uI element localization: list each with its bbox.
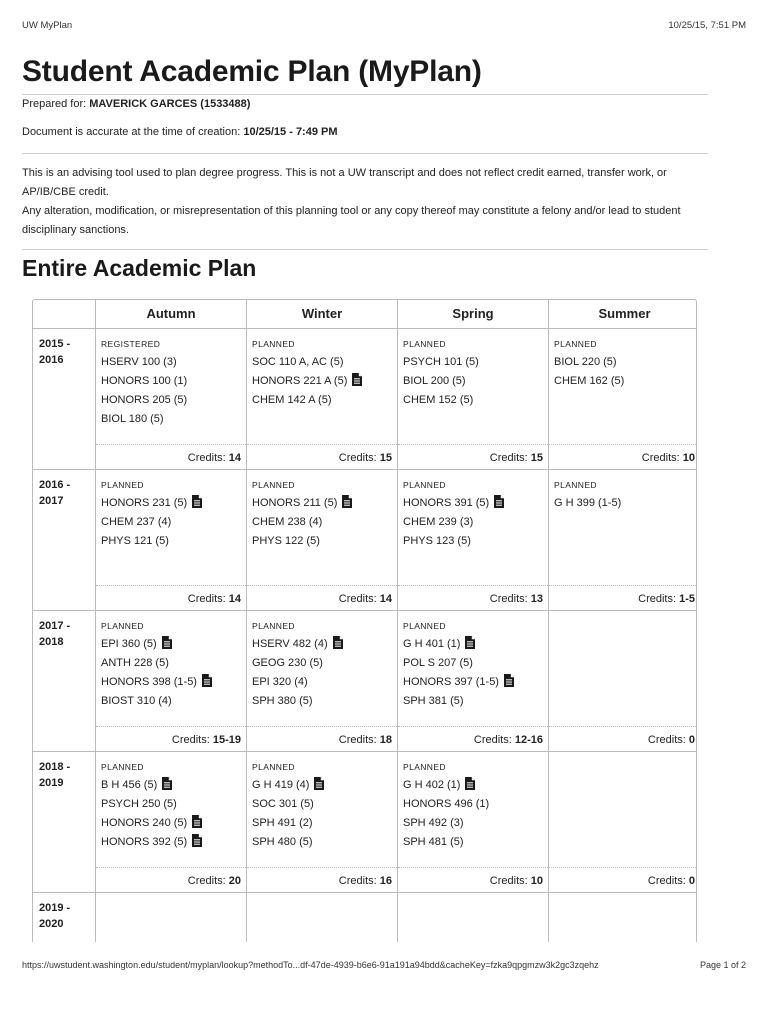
credits-value: 14 [379,593,392,605]
course-name: PHYS 123 (5) [403,535,471,547]
credits-label: Credits: [647,875,686,887]
course-item [101,692,242,711]
course-item [101,410,242,429]
quarter-credits [247,585,397,610]
plan-year-row [33,329,696,470]
accuracy-label: Document is accurate at the time of creation: [22,126,241,138]
academic-year-end: 2020 [39,918,64,930]
course-item [252,673,393,692]
course-item [252,372,393,391]
quarter-credits [247,867,397,892]
course-item [101,353,242,372]
course-item [403,513,544,532]
course-name: HONORS 397 (1-5) [403,676,499,688]
quarter-status: PLANNED [252,339,295,349]
credits-label: Credits: [338,734,377,746]
disclaimer-paragraph-1: This is an advising tool used to plan degree progress. This is not a UW transcript and does not reflect credit earned, transfer work, or AP/IB/CBE credit. [22,167,667,198]
academic-year-label [33,611,96,751]
course-item [554,353,696,372]
course-item [252,795,393,814]
document-note-icon[interactable] [465,777,475,790]
quarter-status: PLANNED [403,339,446,349]
document-note-icon[interactable] [494,495,504,508]
quarter-cell-autumn [96,611,247,751]
course-list [101,776,242,852]
document-note-icon[interactable] [504,674,514,687]
print-header [22,20,746,34]
disclaimer [22,164,712,240]
page-number: Page 1 of 2 [699,960,746,970]
quarter-cell-summer [549,752,697,892]
course-name: GEOG 230 (5) [252,657,323,669]
course-item [554,494,696,513]
quarter-status: PLANNED [252,621,295,631]
course-name: CHEM 142 A (5) [252,394,332,406]
course-item [252,494,393,513]
credits-label: Credits: [473,734,512,746]
quarter-cell-spring [398,329,549,469]
course-item [252,654,393,673]
quarter-credits [96,867,246,892]
course-item [252,532,393,551]
credits-label: Credits: [489,875,528,887]
quarter-cell-spring [398,611,549,751]
course-name: PSYCH 101 (5) [403,356,479,368]
academic-year-end: 2016 [39,354,64,366]
quarter-credits [96,444,246,469]
credits-label: Credits: [171,734,210,746]
quarter-status: PLANNED [403,621,446,631]
quarter-status: PLANNED [403,480,446,490]
course-name: CHEM 152 (5) [403,394,474,406]
course-name: HONORS 100 (1) [101,375,188,387]
course-name: CHEM 238 (4) [252,516,323,528]
credits-label: Credits: [338,593,377,605]
course-item [252,513,393,532]
course-name: SPH 492 (3) [403,817,464,829]
course-name: SOC 110 A, AC (5) [252,356,344,368]
academic-year-label [33,752,96,892]
course-item [403,532,544,551]
quarter-credits [398,585,548,610]
course-list [403,494,544,551]
course-name: EPI 360 (5) [101,638,157,650]
document-note-icon[interactable] [162,636,172,649]
document-note-icon[interactable] [465,636,475,649]
accuracy-note [22,126,338,138]
quarter-cell-autumn [96,470,247,610]
plan-year-row [33,470,696,611]
course-list [252,353,393,410]
course-name: ANTH 228 (5) [101,657,169,669]
course-name: BIOL 200 (5) [403,375,466,387]
quarter-cell-autumn [96,329,247,469]
academic-year-start: 2017 - [39,620,71,632]
accuracy-value: 10/25/15 - 7:49 PM [243,126,338,138]
course-item [101,372,242,391]
year-header-cell [33,300,96,328]
course-list [554,353,696,391]
course-name: CHEM 162 (5) [554,375,625,387]
quarter-cell-summer [549,470,697,610]
academic-year-start: 2015 - [39,338,71,350]
course-list [252,776,393,852]
course-name: PSYCH 250 (5) [101,798,177,810]
credits-label: Credits: [638,593,677,605]
quarter-header-spring: Spring [398,300,549,328]
course-name: BIOL 180 (5) [101,413,164,425]
credits-label: Credits: [187,452,226,464]
course-name: SPH 481 (5) [403,836,464,848]
section-title: Entire Academic Plan [22,255,257,281]
quarter-cell-autumn [96,752,247,892]
page-title: Student Academic Plan (MyPlan) [22,55,482,88]
quarter-status: PLANNED [252,480,295,490]
quarter-credits [398,867,548,892]
credits-value: 1-5 [679,593,695,605]
quarter-credits [398,726,548,751]
academic-year-label [33,329,96,469]
credits-value: 10 [682,452,695,464]
quarter-credits [96,726,246,751]
course-name: G H 401 (1) [403,638,461,650]
course-list [554,494,696,513]
course-list [403,776,544,852]
credits-value: 15-19 [212,734,241,746]
course-name: SOC 301 (5) [252,798,314,810]
credits-value: 18 [379,734,392,746]
course-name: SPH 491 (2) [252,817,313,829]
course-name: HONORS 391 (5) [403,497,490,509]
credits-label: Credits: [338,875,377,887]
course-name: PHYS 121 (5) [101,535,169,547]
course-list [101,635,242,711]
course-name: HONORS 231 (5) [101,497,188,509]
plan-header-row [33,300,696,329]
credits-label: Credits: [489,452,528,464]
print-header-timestamp: 10/25/15, 7:51 PM [668,20,746,31]
course-item [252,814,393,833]
academic-year-end: 2017 [39,495,64,507]
course-item [101,513,242,532]
credits-value: 20 [228,875,241,887]
course-item [403,814,544,833]
course-list [403,353,544,410]
course-name: G H 399 (1-5) [554,497,622,509]
credits-value: 0 [688,875,695,887]
course-name: HONORS 496 (1) [403,798,490,810]
course-name: HONORS 398 (1-5) [101,676,197,688]
course-name: SPH 381 (5) [403,695,464,707]
quarter-cell-spring [398,752,549,892]
disclaimer-divider [22,249,708,250]
credits-value: 0 [688,734,695,746]
course-name: CHEM 237 (4) [101,516,172,528]
credits-label: Credits: [641,452,680,464]
course-name: POL S 207 (5) [403,657,473,669]
quarter-cell-spring [398,893,549,942]
quarter-cell-winter [247,752,398,892]
quarter-status: PLANNED [554,480,597,490]
course-item [101,673,242,692]
title-divider [22,94,708,95]
credits-label: Credits: [187,593,226,605]
document-note-icon[interactable] [333,636,343,649]
course-list [101,353,242,429]
academic-year-end: 2019 [39,777,64,789]
prepared-for-value: MAVERICK GARCES (1533488) [89,98,251,110]
course-item [101,795,242,814]
credits-value: 14 [228,593,241,605]
academic-year-start: 2016 - [39,479,71,491]
quarter-cell-summer [549,893,697,942]
course-name: HSERV 482 (4) [252,638,328,650]
document-note-icon[interactable] [352,373,362,386]
course-item [403,635,544,654]
quarter-credits [247,726,397,751]
course-name: G H 402 (1) [403,779,461,791]
quarter-credits [247,444,397,469]
page-url: https://uwstudent.washington.edu/student/myplan/lookup?methodTo...df-47de-4939-b6e6-91a191a94bdd&cacheKey=fzka9qpgmzw3k2gc3zqehz [22,960,599,970]
course-item [101,776,242,795]
academic-year-start: 2019 - [39,902,71,914]
quarter-credits [398,444,548,469]
course-name: HONORS 392 (5) [101,836,188,848]
document-note-icon[interactable] [314,777,324,790]
credits-value: 13 [530,593,543,605]
quarter-credits [549,726,697,751]
course-item [403,494,544,513]
disclaimer-paragraph-2: Any alteration, modification, or misrepresentation of this planning tool or any copy thereof may constitute a felony and/or lead to student disciplinary sanctions. [22,205,681,236]
quarter-credits [549,585,697,610]
quarter-status: PLANNED [101,480,144,490]
plan-year-row [33,893,696,942]
quarter-credits [549,444,697,469]
plan-year-row [33,611,696,752]
course-name: HONORS 240 (5) [101,817,188,829]
document-note-icon[interactable] [192,834,202,847]
meta-divider [22,153,708,154]
course-list [252,635,393,711]
course-item [101,814,242,833]
course-item [403,391,544,410]
quarter-cell-winter [247,470,398,610]
course-item [252,776,393,795]
credits-label: Credits: [338,452,377,464]
course-list [252,494,393,551]
course-name: SPH 380 (5) [252,695,313,707]
course-item [554,372,696,391]
course-name: B H 456 (5) [101,779,158,791]
course-list [403,635,544,711]
academic-plan-table [32,299,697,942]
quarter-status: REGISTERED [101,339,161,349]
document-note-icon[interactable] [192,495,202,508]
quarter-cell-autumn [96,893,247,942]
academic-year-start: 2018 - [39,761,71,773]
academic-year-label [33,470,96,610]
course-item [101,532,242,551]
course-name: PHYS 122 (5) [252,535,320,547]
course-item [403,353,544,372]
course-item [403,692,544,711]
credits-value: 14 [228,452,241,464]
credits-label: Credits: [489,593,528,605]
quarter-cell-winter [247,611,398,751]
course-item [252,833,393,852]
credits-value: 15 [530,452,543,464]
quarter-cell-summer [549,329,697,469]
credits-value: 10 [530,875,543,887]
course-item [252,353,393,372]
print-footer [22,960,746,974]
course-name: HONORS 211 (5) [252,497,338,509]
credits-label: Credits: [187,875,226,887]
quarter-status: PLANNED [403,762,446,772]
quarter-cell-spring [398,470,549,610]
course-item [252,391,393,410]
prepared-for [22,98,250,110]
course-item [252,635,393,654]
credits-value: 12-16 [514,734,543,746]
document-note-icon[interactable] [162,777,172,790]
plan-year-row [33,752,696,893]
quarter-status: PLANNED [101,762,144,772]
course-item [403,654,544,673]
quarter-header-autumn: Autumn [96,300,247,328]
quarter-status: PLANNED [252,762,295,772]
course-name: HONORS 221 A (5) [252,375,348,387]
course-item [252,692,393,711]
course-item [403,372,544,391]
quarter-status: PLANNED [554,339,597,349]
print-header-title: UW MyPlan [22,20,73,31]
quarter-cell-winter [247,893,398,942]
quarter-credits [549,867,697,892]
course-name: BIOL 220 (5) [554,356,617,368]
academic-year-label [33,893,96,942]
course-name: HONORS 205 (5) [101,394,188,406]
quarter-cell-winter [247,329,398,469]
course-item [403,776,544,795]
credits-value: 15 [379,452,392,464]
quarter-header-winter: Winter [247,300,398,328]
document-note-icon[interactable] [342,495,352,508]
prepared-for-label: Prepared for: [22,98,87,110]
document-note-icon[interactable] [192,815,202,828]
course-item [101,391,242,410]
quarter-status: PLANNED [101,621,144,631]
course-name: CHEM 239 (3) [403,516,474,528]
course-name: BIOST 310 (4) [101,695,172,707]
course-name: G H 419 (4) [252,779,310,791]
document-note-icon[interactable] [202,674,212,687]
course-item [101,494,242,513]
credits-label: Credits: [647,734,686,746]
academic-year-end: 2018 [39,636,64,648]
course-name: SPH 480 (5) [252,836,313,848]
course-item [403,673,544,692]
course-item [403,833,544,852]
course-item [403,795,544,814]
course-item [101,654,242,673]
course-item [101,833,242,852]
course-list [101,494,242,551]
quarter-header-summer: Summer [598,306,651,321]
course-item [101,635,242,654]
credits-value: 16 [379,875,392,887]
quarter-cell-summer [549,611,697,751]
course-name: EPI 320 (4) [252,676,308,688]
course-name: HSERV 100 (3) [101,356,177,368]
quarter-credits [96,585,246,610]
